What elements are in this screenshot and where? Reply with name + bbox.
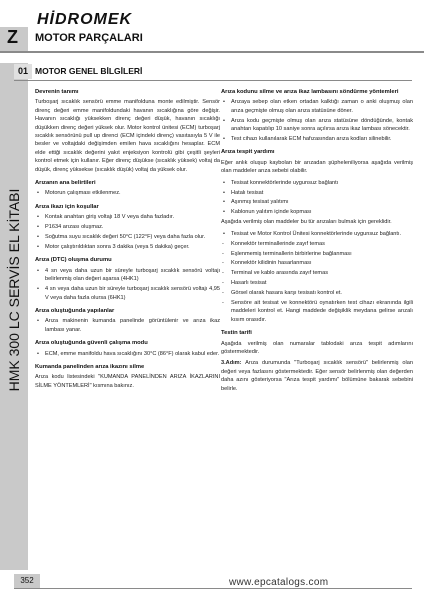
- test-description-section: [221, 329, 413, 393]
- list-item: • Soğutma suyu sıcaklık değeri 50°C (122°F) veya daha fazla olur.: [37, 234, 206, 241]
- chapter-title: MOTOR PARÇALARI: [35, 32, 143, 44]
- dash-icon: -: [222, 250, 224, 257]
- list-item: • Motor çalıştırıldıktan sonra 3 dakika (veya 5 dakika) geçer.: [37, 244, 190, 250]
- section-heading: Arızanın ana belirtileri: [35, 180, 96, 187]
- dash-icon: -: [222, 270, 224, 277]
- list-item: - Eşlenmemiş terminallerin birbirlerine bağlanması: [222, 250, 352, 257]
- bullet-icon: •: [223, 199, 225, 206]
- dash-icon: -: [222, 300, 224, 307]
- safe-mode-section: [35, 339, 220, 358]
- page-number: 352: [14, 574, 40, 588]
- list-item: - Konnektör kilidinin hasarlanması: [222, 260, 312, 267]
- list-item: • Tesisat ve Motor Kontrol Ünitesi konnektörlerinde uygunsuz bağlantı.: [223, 230, 402, 237]
- step-label: 3.Adım:: [221, 360, 242, 367]
- section-divider: [14, 80, 412, 81]
- paragraph: Aşağıda verilmiş olan numaralar tablodaki arıza tespit adımlarını göstermektedir.: [221, 340, 413, 356]
- conditions-section: [35, 203, 220, 252]
- dash-icon: -: [222, 290, 224, 297]
- section-heading: Arıza oluştuğunda yapılanlar: [35, 307, 115, 314]
- right-column: [221, 88, 413, 398]
- section-title: MOTOR GENEL BİLGİLERİ: [35, 66, 143, 76]
- paragraph: Arıza kodu listesindeki "KUMANDA PANELİNDEN ARIZA İKAZLARINI SİLME YÖNTEMLERİ" kısmına bakınız.: [35, 374, 220, 389]
- list-item: • Aşınmış tesisat yalıtımı: [223, 199, 289, 206]
- clear-from-panel-section: [35, 363, 220, 390]
- bullet-icon: •: [37, 318, 39, 325]
- section-heading: Arıza tespit yardımı: [221, 149, 275, 156]
- list-item: • Tesisat konnektörlerinde uygunsuz bağlantı: [223, 179, 339, 186]
- list-item: • Test cihazı kullanılarak ECM hafızasından arıza kodları silinebilir.: [223, 136, 392, 143]
- bullet-icon: •: [37, 350, 39, 357]
- list-item: - Terminal ve kablo arasında zayıf temas: [222, 270, 329, 277]
- bullet-icon: •: [223, 136, 225, 143]
- list-item: • 4 sn veya daha uzun bir süreyle turboşarj sıcaklık sensörü voltajı belirlenmiş olan değeri aşarsa (4HK1): [37, 267, 220, 283]
- list-item: • Arıza makinenin kumanda panelinde görüntülenir ve arıza ikaz lambası yanar.: [37, 318, 220, 333]
- section-heading: Kumanda panelinden arıza ikazını silme: [35, 363, 145, 370]
- section-heading: Arıza kodunu silme ve arıza ikaz lambasını söndürme yöntemleri: [221, 89, 399, 95]
- footer-divider: [14, 588, 412, 589]
- dash-icon: -: [222, 240, 224, 247]
- paragraph: Eğer anlık oluşup kaybolan bir arızadan şüpheleniliyorsa aşağıda verilmiş olan maddeler arıza sebebi olabilir.: [221, 159, 413, 175]
- symptoms-section: [35, 179, 220, 198]
- bullet-icon: •: [37, 286, 39, 293]
- list-item: • Arıza kodu geçmişte olmuş olan arıza statüsüne döndüğünde, kontak anahtarı kapatılıp 10 saniye sonra açılırsa arıza ikaz lambası sönecektir.: [223, 117, 413, 133]
- step-text: Arıza durumunda "Turboşarj sıcaklık sensörü" belirlenmiş olan değeri veya fazlasını göstermektedir. Eğer sensör belirlenmiş olan değerden daha azını gösteriyorsa "Arıza tespit yardımı" bölümüne bakarak sebebini belirle.: [221, 360, 413, 392]
- bullet-icon: •: [37, 224, 39, 231]
- bullet-icon: •: [223, 179, 225, 186]
- left-column: [35, 88, 220, 395]
- section-heading: Testin tarifi: [221, 330, 252, 337]
- list-item: • Motorun çalışması etkilenmez.: [37, 190, 121, 197]
- list-item: • Kontak anahtarı giriş voltajı 18 V veya daha fazladır.: [37, 214, 175, 221]
- paragraph: Turboşarj sıcaklık sensörü emme manifolduna monte edilmiştir. Sensör direnç değeri emme manifoldundaki havanın sıcaklığına göre değişir. Havanın sıcaklığı yüksekken direnç değeri düşük, havanın sıcaklığı düşükken direnç değeri yüksek olur. Motor kontrol ünitesi (ECM) turboşarj sıcaklık sensörünü pull up direnci (ECM içindeki direnç) vasıtasıyla 5 V ile besler ve voltajdaki değişimden emilen hava sıcaklığını hesaplar. ECM elde ettiği sıcaklık değerini yakıt enjeksiyon kontrolü gibi çeşitli şeyleri kontrol etmek için kullanır. Eğer direnç düşükse (sıcaklık yüksek) voltaj da düşük, direnç yüksekse (sıcaklık düşük) voltaj da yüksek olur.: [35, 99, 220, 173]
- bullet-icon: •: [37, 244, 39, 250]
- actions-section: [35, 307, 220, 334]
- list-item: - Konnektör terminallerinde zayıf temas: [222, 240, 325, 247]
- hidromek-logo: HİDROMEK: [37, 11, 133, 28]
- section-number: 01: [14, 64, 32, 79]
- bullet-icon: •: [37, 234, 39, 241]
- circuit-description-section: [35, 88, 220, 174]
- list-item: - Sensöre ait tesisat ve konnektörü oynatırken test cihazı ekranında ilgili maddeleri kontrol et. Hangi maddede değişiklik meydana gelirse arızalı kısım orasıdır.: [222, 300, 413, 323]
- bullet-icon: •: [223, 99, 225, 106]
- dash-icon: -: [222, 280, 224, 287]
- list-item: • Kablonun yalıtım içinde kopması: [223, 209, 312, 216]
- list-item: • P1634 arızası oluşmaz.: [37, 224, 104, 231]
- list-item: • 4 sn veya daha uzun bir süreyle turboşarj sıcaklık sensörü voltajı 4,95 V veya daha fazla olursa (6HK1): [37, 286, 220, 301]
- section-heading: Arıza oluştuğunda güvenli çalışma modu: [35, 340, 148, 347]
- dash-icon: -: [222, 260, 224, 267]
- bullet-icon: •: [37, 190, 39, 197]
- list-item: - Hasarlı tesisat: [222, 280, 267, 287]
- section-heading: Arıza ikazı için koşullar: [35, 203, 99, 210]
- bullet-icon: •: [37, 267, 39, 274]
- bullet-icon: •: [223, 209, 225, 216]
- bullet-icon: •: [223, 189, 225, 196]
- paragraph: Aşağıda verilmiş olan maddeler bu tür arızaları bulmak için gereklidir.: [221, 219, 392, 226]
- dtc-section: [35, 256, 220, 302]
- list-item: • ECM, emme manifoldu hava sıcaklığını 30°C (86°F) olarak kabul eder.: [37, 350, 220, 357]
- clear-methods-section: [221, 88, 413, 143]
- bullet-icon: •: [223, 230, 225, 237]
- list-item: - Görsel olarak hasara karşı tesisatı kontrol et.: [222, 290, 342, 297]
- bullet-icon: •: [37, 214, 39, 221]
- list-item: • Arızaya sebep olan etken ortadan kalktığı zaman o anki oluşmuş olan arıza geçmişte olmuş olan arıza statüsüne döner.: [223, 99, 413, 114]
- side-label: HMK 300 LC SERVİS EL KİTABI: [6, 188, 22, 392]
- list-item: • Hatalı tesisat: [223, 189, 264, 196]
- diagnosis-help-section: [221, 148, 413, 324]
- header-divider: [0, 51, 424, 53]
- watermark: www.epcatalogs.com: [229, 577, 329, 588]
- bullet-icon: •: [223, 117, 225, 124]
- step-paragraph: [221, 359, 413, 393]
- section-heading: Arıza (DTC) oluşma durumu: [35, 257, 112, 264]
- section-heading: Devrenin tanımı: [35, 89, 79, 95]
- chapter-letter: Z: [7, 27, 18, 47]
